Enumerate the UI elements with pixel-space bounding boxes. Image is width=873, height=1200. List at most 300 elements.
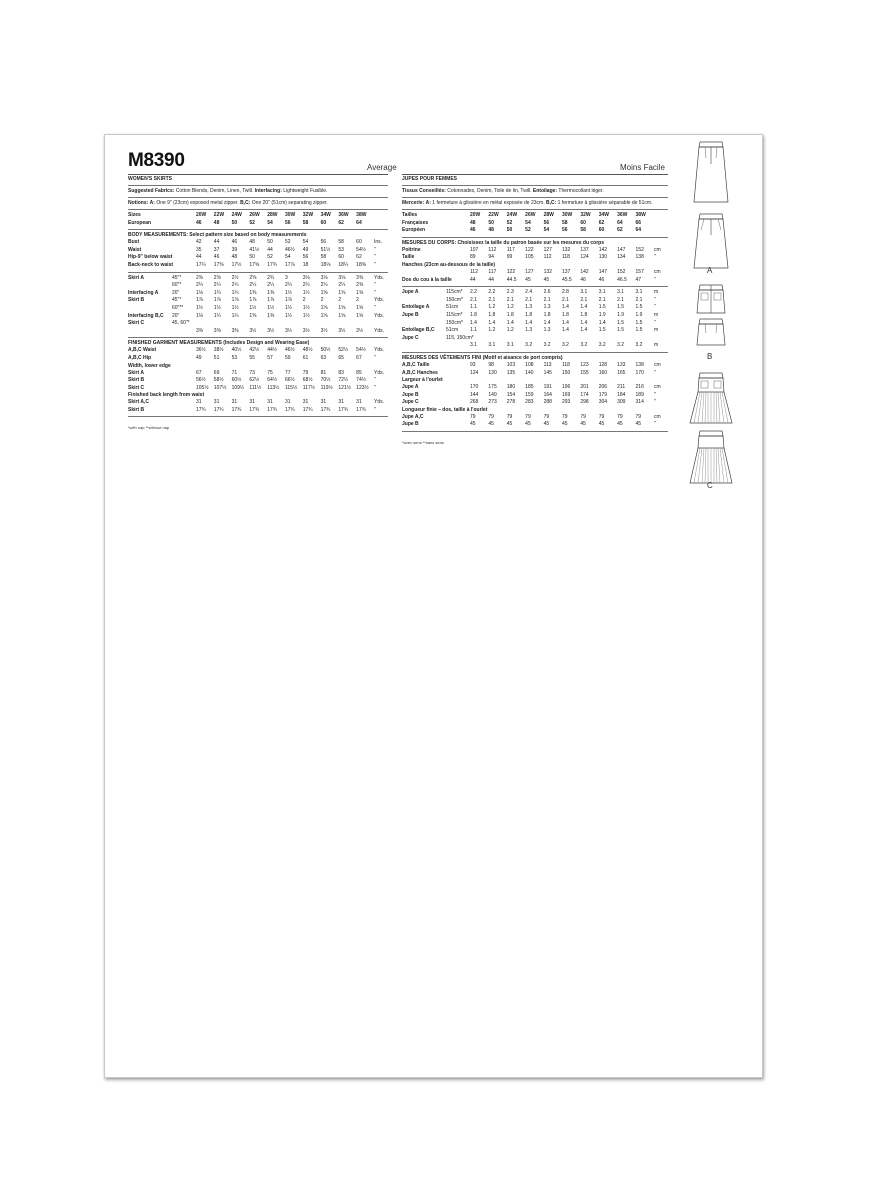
length-table-en — [128, 399, 388, 414]
cell-value: 60 — [338, 254, 344, 261]
table-row — [128, 377, 388, 385]
cell-value: 31 — [196, 399, 202, 406]
row-sublabel: 150cm* — [446, 319, 463, 326]
cell-value: 1.5 — [617, 319, 625, 326]
cell-value: 1.8 — [506, 311, 514, 318]
cell-value: 135 — [506, 369, 516, 376]
table-row — [128, 239, 388, 247]
table-row — [402, 320, 668, 328]
cell-value: 2.1 — [506, 296, 514, 303]
cell-value: 52½ — [338, 347, 349, 354]
cell-value: 60 — [320, 219, 327, 226]
table-row — [402, 269, 668, 277]
cell-value: 1⅜ — [249, 289, 257, 296]
view-label-c: C — [707, 481, 713, 490]
cell-value — [303, 320, 321, 328]
cell-value: 108 — [525, 361, 534, 368]
unit-label — [374, 320, 388, 328]
cell-value: 2¼ — [196, 282, 203, 289]
divider — [402, 352, 668, 353]
cell-value: 147 — [617, 246, 626, 253]
table-row — [128, 407, 388, 415]
header-rule-fr — [402, 174, 668, 175]
cell-value: 122 — [506, 268, 516, 275]
body-table-fr — [402, 247, 668, 262]
cell-value — [267, 320, 285, 328]
cell-value: 63 — [320, 354, 327, 361]
cell-value: 1⅞ — [213, 297, 221, 304]
view-label-a: A — [707, 266, 713, 275]
cell-value: 45 — [543, 276, 550, 283]
cell-value: 18⅛ — [320, 261, 331, 268]
cell-value: 130 — [598, 254, 608, 261]
unit-spacer — [374, 220, 388, 228]
table-row — [128, 385, 388, 393]
cell-value: 3½ — [267, 327, 275, 334]
cell-value: 79 — [580, 413, 586, 420]
cell-value: 55 — [249, 354, 255, 361]
cell-value: 124 — [580, 254, 589, 261]
cell-value — [338, 320, 356, 328]
cell-value: 1.4 — [561, 327, 569, 334]
cell-value: 3.1 — [470, 342, 477, 349]
cell-value: 31 — [302, 399, 309, 406]
cell-value: 1.4 — [598, 319, 606, 326]
row-label: Bust — [128, 239, 140, 246]
cell-value: 1½ — [213, 304, 221, 311]
cell-value: 28W — [267, 212, 278, 218]
cell-value: 117 — [488, 268, 497, 275]
cell-value: 40½ — [231, 347, 242, 354]
cell-value: 56 — [284, 219, 291, 226]
cell-value: 1⅛ — [196, 312, 203, 319]
cell-value — [562, 335, 580, 343]
cell-value: 1.9 — [617, 311, 625, 318]
cell-value: 34W — [320, 212, 331, 218]
cell-value: 58 — [561, 219, 568, 226]
cell-value: 1⅜ — [249, 312, 257, 319]
cell-value: 52 — [525, 227, 531, 234]
unit-label: Yds. — [374, 274, 385, 281]
row-sublabel: 150cm* — [446, 296, 463, 303]
cell-value: 1.3 — [543, 304, 551, 311]
cell-value: 46 — [580, 276, 586, 283]
row-label: Skirt B — [128, 377, 145, 384]
cell-value: 1⅝ — [356, 304, 364, 311]
row-label: A,B,C Waist — [128, 347, 157, 354]
cell-value: 79 — [635, 413, 642, 420]
cell-value: 123½ — [356, 384, 369, 391]
cell-value: 152 — [617, 268, 626, 275]
skirt-c-back-icon — [686, 428, 736, 486]
unit-label: " — [374, 261, 376, 268]
cell-value: 3½ — [320, 327, 328, 334]
fabrics-fr: Tissus Conseillés: Cotonnades, Denim, Toile de lin, Twill. Entoilage: Thermocollant léger. — [402, 188, 604, 194]
cell-value: 1.1 — [470, 327, 477, 334]
cell-value: 17¾ — [338, 406, 349, 413]
cell-value: 109½ — [231, 384, 245, 391]
cell-value: 17¾ — [284, 406, 295, 413]
cell-value: 79 — [561, 413, 568, 420]
notions-fr: Mercerie: A: 1 fermeture à glissière en métal exposée de 23cm. B,C: 1 fermeture à glissière séparable de 51cm. — [402, 200, 653, 206]
table-row — [128, 254, 388, 262]
cell-value: 147 — [598, 268, 608, 275]
cell-value: 152 — [635, 246, 644, 253]
row-sublabel: 115cm* — [446, 289, 463, 296]
cell-value: 45 — [543, 421, 550, 428]
row-label: Européen — [402, 227, 426, 234]
cell-value: 169 — [561, 391, 571, 398]
skirt-a-back-icon — [686, 138, 736, 208]
english-column — [128, 176, 388, 430]
cell-value: 38½ — [213, 347, 224, 354]
cell-value: 314 — [635, 399, 644, 406]
footnote-fr: *avec sens **sans sens — [402, 440, 444, 446]
cell-value: 184 — [617, 391, 626, 398]
cell-value: 2.1 — [561, 296, 569, 303]
cell-value: 48 — [488, 227, 494, 234]
cell-value: 31 — [356, 399, 362, 406]
cell-value: 1⅝ — [338, 289, 346, 296]
fabrics-en: Suggested Fabrics: Cotton Blends, Denim, Linen, Twill. Interfacing: Lightweight Fusible. — [128, 188, 328, 194]
cell-value: 56 — [320, 239, 327, 246]
cell-value: 30W — [561, 212, 573, 218]
cell-value: 46½ — [284, 347, 295, 354]
cell-value: 1½ — [302, 312, 310, 319]
cell-value: 2.1 — [488, 296, 496, 303]
row-label — [402, 297, 446, 305]
cell-value: 1.8 — [561, 311, 569, 318]
cell-value: 46 — [213, 254, 220, 261]
cell-value: 17⅝ — [249, 261, 260, 268]
unit-spacer — [374, 212, 388, 220]
cell-value: 28W — [543, 212, 554, 218]
cell-value: 119½ — [320, 384, 333, 391]
cell-value: 2.1 — [580, 296, 588, 303]
cell-value: 17¾ — [356, 406, 366, 413]
cell-value: 2.2 — [470, 289, 477, 296]
cell-value: 2¼ — [320, 282, 328, 289]
unit-label: " — [374, 406, 376, 413]
cell-value: 56 — [561, 227, 568, 234]
table-row — [128, 305, 388, 313]
cell-value: 61 — [302, 354, 309, 361]
cell-value: 2.4 — [525, 289, 533, 296]
length-title-en: Finished back length from waist — [128, 392, 205, 399]
cell-value: 1.2 — [506, 327, 514, 334]
cell-value: 31 — [267, 399, 273, 406]
cell-value: 293 — [561, 399, 571, 406]
cell-value: 45 — [488, 421, 494, 428]
cell-value — [321, 320, 339, 328]
cell-value: 3.1 — [506, 342, 514, 349]
cell-value: 128 — [598, 361, 608, 368]
unit-label: " — [654, 399, 656, 406]
row-label: A,B,C Taille — [402, 361, 430, 368]
cell-value: 48 — [231, 254, 238, 261]
unit-label: " — [654, 369, 656, 376]
cell-value: 3.2 — [617, 342, 625, 349]
cell-value: 20W — [470, 212, 481, 218]
cell-value: 79 — [302, 369, 309, 376]
cell-value: 1⅞ — [249, 297, 257, 304]
row-label: A,B,C Hip — [128, 354, 152, 361]
cell-value: 1⅝ — [320, 289, 328, 296]
row-label: Jupe C — [402, 399, 419, 406]
table-row — [402, 247, 668, 255]
cell-value: 51½ — [320, 246, 331, 253]
cell-value: 309 — [617, 399, 626, 406]
table-row — [128, 399, 388, 407]
row-label: Jupe B — [402, 391, 419, 398]
sizes-table-fr — [402, 212, 668, 235]
view-label-b: B — [707, 352, 713, 361]
unit-label: " — [654, 319, 656, 326]
cell-value: 45 — [506, 421, 513, 428]
cell-value: 1⅜ — [267, 289, 275, 296]
cell-value: 62 — [617, 227, 623, 234]
cell-value: 3.2 — [543, 342, 551, 349]
cell-value: 17½ — [231, 261, 242, 268]
cell-value: 1.5 — [635, 304, 643, 311]
row-label: Jupe A — [402, 289, 419, 296]
section-title-en: WOMEN'S SKIRTS — [128, 176, 172, 182]
cell-value: 1½ — [302, 289, 310, 296]
cell-value: 56 — [302, 254, 309, 261]
cell-value: 3.1 — [635, 289, 643, 296]
cell-value: 1.4 — [580, 327, 588, 334]
cell-value: 41½ — [249, 246, 260, 253]
cell-value: 52 — [267, 254, 273, 261]
unit-label: m — [654, 289, 659, 296]
cell-value: 31 — [320, 399, 327, 406]
cell-value: 48 — [249, 239, 255, 246]
cell-value: 22W — [213, 212, 225, 218]
cell-value: 57 — [267, 354, 273, 361]
cell-value: 3.2 — [561, 342, 569, 349]
cell-value: 3⅜ — [231, 327, 239, 334]
cell-value: 31 — [231, 399, 238, 406]
unit-label: " — [374, 282, 376, 289]
cell-value: 1.3 — [525, 304, 533, 311]
cell-value: 3½ — [356, 327, 364, 334]
cell-value: 273 — [488, 399, 497, 406]
cell-value — [249, 320, 267, 328]
row-label: Interfacing A — [128, 289, 159, 296]
cell-value: 58½ — [213, 377, 224, 384]
cell-value: 45 — [561, 421, 568, 428]
cell-value: 174 — [580, 391, 589, 398]
cell-value: 44 — [488, 276, 494, 283]
cell-value: 3⅛ — [338, 274, 346, 281]
cell-value: 137 — [580, 246, 589, 253]
cell-value: 30W — [284, 212, 296, 218]
row-label: Skirt A,C — [128, 399, 149, 406]
cell-value: 149 — [488, 391, 497, 398]
cell-value: 3⅜ — [213, 327, 221, 334]
table-row — [128, 275, 388, 283]
cell-value: 3.1 — [580, 289, 588, 296]
cell-value: 44.5 — [506, 276, 517, 283]
unit-label — [654, 335, 668, 343]
cell-value: 79 — [506, 413, 513, 420]
cell-value: 45.5 — [561, 276, 572, 283]
cell-value: 189 — [635, 391, 644, 398]
row-sublabel: 45"* — [172, 297, 182, 304]
divider — [402, 431, 668, 432]
cell-value: 288 — [543, 399, 552, 406]
body-title-en: BODY MEASUREMENTS: Select pattern size based on body measurements — [128, 232, 307, 239]
sizes-table-en — [128, 212, 388, 227]
cell-value: 1⅞ — [284, 297, 292, 304]
cell-value: 73 — [249, 369, 255, 376]
cell-value: 50 — [267, 239, 273, 246]
cell-value: 103 — [506, 361, 516, 368]
cell-value: 17¾ — [302, 406, 313, 413]
cell-value: 18¼ — [338, 261, 349, 268]
cell-value: 2.1 — [617, 296, 625, 303]
hips-table-fr — [402, 269, 668, 277]
cell-value: 1½ — [231, 304, 239, 311]
cell-value: 142 — [580, 268, 589, 275]
cell-value: 1.1 — [470, 304, 477, 311]
cell-value: 2⅜ — [356, 282, 364, 289]
cell-value: 3⅛ — [320, 274, 328, 281]
length-table-fr — [402, 414, 668, 429]
cell-value: 1⅞ — [196, 297, 203, 304]
row-sublabel: 60"** — [172, 304, 184, 311]
unit-label: " — [654, 276, 656, 283]
cell-value: 3½ — [284, 327, 292, 334]
cell-value: 58 — [338, 239, 344, 246]
unit-label: Yds. — [374, 369, 385, 376]
cell-value: 79 — [543, 413, 550, 420]
width-table-fr — [402, 384, 668, 407]
row-label: Sizes — [128, 212, 141, 218]
cell-value: 89 — [470, 254, 476, 261]
cell-value: 2.8 — [561, 289, 569, 296]
cell-value: 1½ — [196, 304, 203, 311]
divider — [128, 229, 388, 230]
cell-value: 298 — [580, 399, 589, 406]
cell-value: 66 — [635, 219, 642, 226]
cell-value: 24W — [506, 212, 518, 218]
divider — [128, 416, 388, 417]
cell-value: 56 — [543, 219, 550, 226]
cell-value: 3.2 — [635, 342, 643, 349]
cell-value: 2.6 — [543, 289, 551, 296]
cell-value: 154 — [506, 391, 516, 398]
divider — [402, 197, 668, 198]
cell-value: 1.5 — [635, 327, 643, 334]
unit-label: " — [654, 296, 656, 303]
hips-title-fr: Hanches (23cm au-dessous de la taille) — [402, 261, 496, 268]
cell-value: 98 — [488, 361, 494, 368]
row-label — [402, 342, 446, 350]
row-sublabel: 45, 60"* — [172, 320, 190, 327]
table-row — [402, 392, 668, 400]
cell-value: 2⅜ — [196, 274, 203, 281]
row-label: Jupe A — [402, 384, 419, 391]
unit-spacer — [654, 212, 668, 220]
cell-value: 140 — [525, 369, 534, 376]
cell-value: 17¾ — [213, 406, 224, 413]
cell-value: 2¼ — [284, 282, 292, 289]
cell-value: 46 — [598, 276, 605, 283]
table-row — [402, 312, 668, 320]
cell-value: 44 — [470, 276, 476, 283]
cell-value: 1.5 — [598, 304, 606, 311]
unit-label: " — [374, 354, 376, 361]
row-label: Taille — [402, 254, 415, 261]
cell-value: 132 — [561, 246, 571, 253]
cell-value: 170 — [470, 384, 479, 391]
width-title-en: Width, lower edge — [128, 362, 171, 369]
table-row — [402, 362, 668, 370]
row-label: Skirt A — [128, 369, 144, 376]
cell-value — [214, 320, 232, 328]
cell-value: 34W — [598, 212, 610, 218]
cell-value: 1.2 — [488, 327, 496, 334]
table-row — [128, 220, 388, 228]
cell-value: 70½ — [320, 377, 331, 384]
cell-value: 1.4 — [580, 304, 588, 311]
cell-value: 64 — [356, 219, 362, 226]
unit-label: " — [374, 384, 376, 391]
cell-value: 2¼ — [213, 282, 221, 289]
cell-value: 45 — [580, 421, 586, 428]
cell-value: 50 — [249, 254, 255, 261]
row-label — [128, 282, 172, 290]
cell-value: 46 — [196, 219, 202, 226]
cell-value: 39 — [231, 246, 238, 253]
cell-value: 1½ — [284, 289, 292, 296]
cell-value: 48 — [470, 219, 476, 226]
row-label: Waist — [128, 246, 142, 253]
divider — [128, 272, 388, 273]
cell-value: 38W — [635, 212, 646, 218]
cell-value: 107 — [470, 246, 479, 253]
cell-value: 142 — [598, 246, 608, 253]
cell-value: 1.5 — [617, 327, 625, 334]
cell-value: 2 — [356, 297, 359, 304]
cell-value: 1½ — [267, 304, 275, 311]
body-table-en — [128, 239, 388, 269]
cell-value: 2.3 — [506, 289, 514, 296]
cell-value: 118 — [561, 361, 570, 368]
cell-value: 268 — [470, 399, 479, 406]
cell-value — [507, 335, 525, 343]
cell-value: 112 — [470, 268, 478, 275]
cell-value: 3.2 — [598, 342, 606, 349]
row-label: Hip-9" below waist — [128, 254, 173, 261]
cell-value: 44 — [267, 246, 273, 253]
cell-value: 2¼ — [267, 282, 275, 289]
cell-value: 1⅝ — [338, 304, 346, 311]
unit-label: Yds. — [374, 327, 385, 334]
cell-value: 46½ — [284, 246, 295, 253]
cell-value: 121½ — [338, 384, 351, 391]
divider — [128, 197, 388, 198]
row-label: Skirt B — [128, 406, 145, 413]
length-title-fr: Longueur finie – dos, taille à l'ourlet — [402, 406, 488, 413]
cell-value: 304 — [598, 399, 608, 406]
cell-value: 62 — [356, 254, 362, 261]
row-label: Françaises — [402, 219, 429, 226]
cell-value: 54 — [525, 219, 531, 226]
table-row — [402, 220, 668, 228]
table-row — [128, 320, 388, 328]
